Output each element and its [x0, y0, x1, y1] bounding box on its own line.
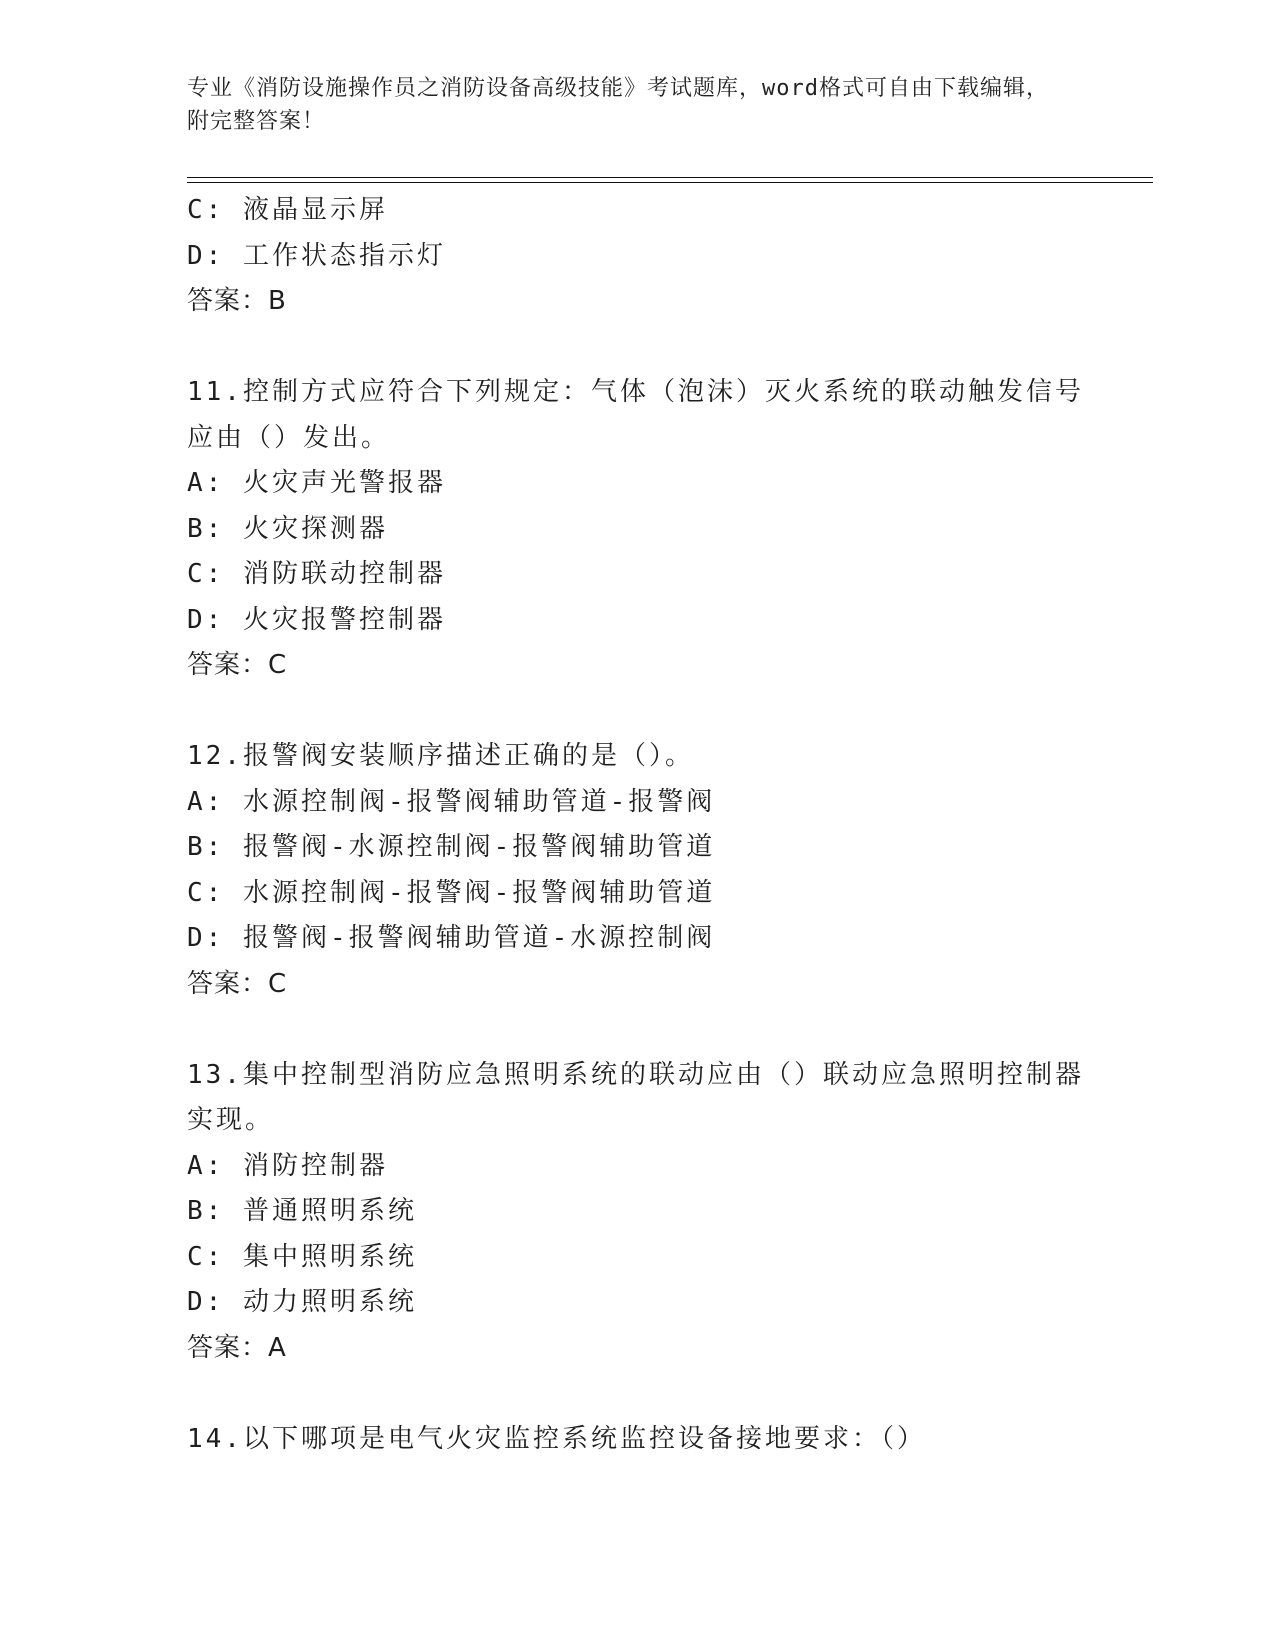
- header-rule-bottom: [187, 182, 1153, 183]
- answer: 答案：B: [187, 286, 287, 316]
- option-b: B: 普通照明系统: [187, 1196, 417, 1226]
- page-header: 专业《消防设施操作员之消防设备高级技能》考试题库，word格式可自由下载编辑，附完整答案！: [187, 76, 1049, 134]
- option-a: A: 消防控制器: [187, 1150, 388, 1181]
- option-d: D: 报警阀-报警阀辅助管道-水源控制阀: [187, 923, 716, 953]
- spacer: [187, 1371, 1087, 1417]
- answer: 答案：C: [187, 968, 288, 999]
- question-10-partial: [187, 188, 1087, 325]
- question-14: [187, 1417, 1087, 1463]
- option-c: C: 液晶显示屏: [187, 195, 388, 225]
- answer: 答案：C: [187, 650, 288, 680]
- spacer: [187, 1007, 1087, 1053]
- option-b: B: 火灾探测器: [187, 513, 388, 544]
- answer: 答案：A: [187, 1332, 287, 1363]
- question-13: [187, 1053, 1087, 1372]
- spacer: [187, 689, 1087, 735]
- question-12: [187, 734, 1087, 1007]
- question-stem-continued: 应由（）发出。: [187, 422, 391, 453]
- option-d: D: 工作状态指示灯: [187, 240, 446, 271]
- question-11: [187, 370, 1087, 689]
- option-a: A: 火灾声光警报器: [187, 468, 446, 498]
- option-c: C: 水源控制阀-报警阀-报警阀辅助管道: [187, 877, 716, 908]
- question-stem: 13.集中控制型消防应急照明系统的联动应由（）联动应急照明控制器: [187, 1059, 1084, 1090]
- question-list: [187, 188, 1087, 1462]
- question-stem: 12.报警阀安装顺序描述正确的是（）。: [187, 741, 694, 771]
- header-rule-top: [187, 177, 1153, 178]
- option-d: D: 火灾报警控制器: [187, 604, 446, 635]
- option-c: C: 集中照明系统: [187, 1241, 417, 1272]
- question-stem: 11.控制方式应符合下列规定：气体（泡沫）灭火系统的联动触发信号: [187, 377, 1084, 407]
- question-stem: 14.以下哪项是电气火灾监控系统监控设备接地要求：（）: [187, 1423, 926, 1454]
- option-c: C: 消防联动控制器: [187, 559, 446, 589]
- spacer: [187, 325, 1087, 371]
- question-stem-continued: 实现。: [187, 1105, 275, 1135]
- option-a: A: 水源控制阀-报警阀辅助管道-报警阀: [187, 786, 716, 817]
- option-d: D: 动力照明系统: [187, 1287, 417, 1317]
- option-b: B: 报警阀-水源控制阀-报警阀辅助管道: [187, 832, 716, 862]
